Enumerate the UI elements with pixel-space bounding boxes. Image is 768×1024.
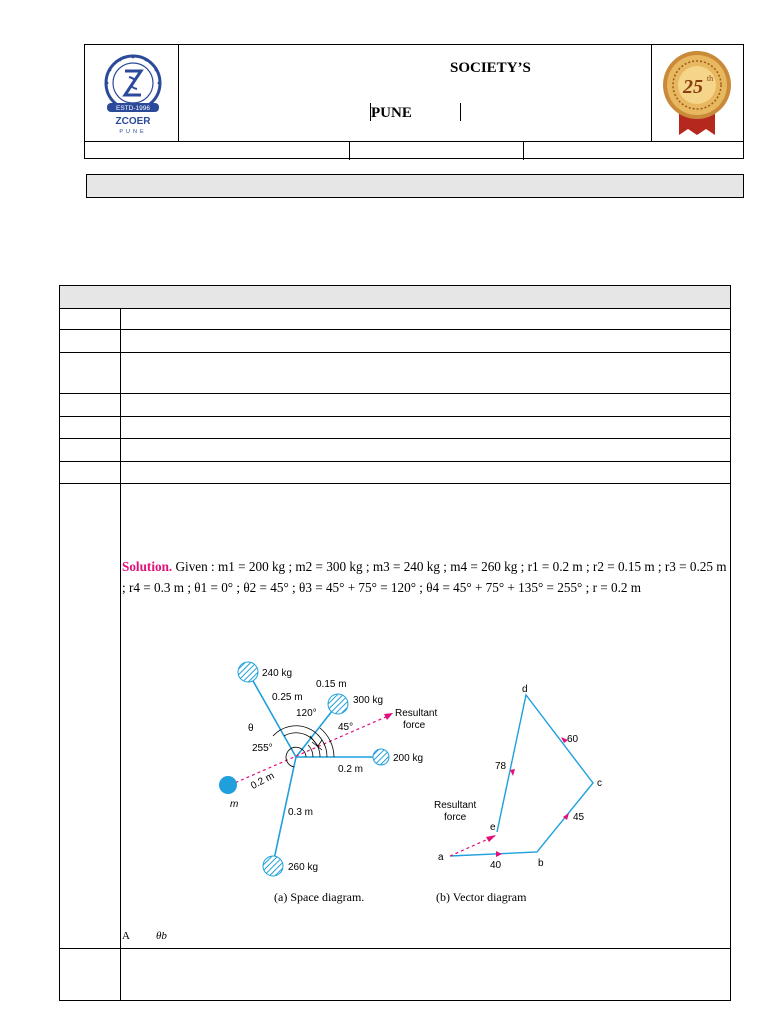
logo-name-text: ZCOER (115, 116, 151, 127)
vector-diagram-caption: (b) Vector diagram (436, 890, 527, 904)
vector-de-value: 78 (495, 761, 507, 772)
vector-point-c: c (597, 778, 602, 789)
vector-diagram (434, 684, 602, 871)
footer-a: A (122, 930, 130, 942)
vector-ab-value: 40 (490, 860, 502, 871)
label-0-2m-r1: 0.2 m (338, 764, 364, 775)
label-0-2m-r: 0.2 m (249, 770, 277, 792)
vector-point-d: d (522, 684, 528, 695)
label-resultant: Resultant (395, 708, 438, 719)
solution-text (122, 556, 730, 598)
label-120deg: 120° (296, 708, 317, 719)
city-title (370, 103, 461, 122)
space-diagram-caption: (a) Space diagram. (274, 890, 365, 904)
label-theta: θ (248, 723, 254, 734)
header-box (84, 44, 744, 159)
vector-bc-value: 45 (573, 812, 585, 823)
logo-est-text: ESTD-1996 (116, 105, 150, 112)
badge-suffix: th (706, 74, 714, 83)
city-text: PUNE (371, 105, 412, 121)
label-force: force (403, 720, 426, 731)
label-0-15m: 0.15 m (316, 679, 347, 690)
vector-point-e: e (490, 822, 496, 833)
badge-number: 25 (683, 76, 703, 98)
space-diagram (219, 662, 437, 876)
content-table (59, 285, 731, 1001)
label-260kg: 260 kg (288, 862, 319, 873)
balancing-diagrams (200, 656, 620, 916)
vector-cd-value: 60 (567, 734, 579, 745)
vector-point-b: b (538, 858, 544, 869)
label-0-25m: 0.25 m (272, 692, 303, 703)
label-240kg: 240 kg (262, 668, 293, 679)
solution-label: Solution. (122, 559, 173, 574)
label-300kg: 300 kg (353, 695, 384, 706)
title-bar (86, 174, 744, 198)
label-255deg: 255° (252, 743, 273, 754)
vector-resultant: Resultant (434, 800, 477, 811)
label-0-3m: 0.3 m (288, 807, 314, 818)
label-45deg: 45° (338, 722, 354, 733)
vector-point-a: a (438, 852, 444, 863)
label-200kg: 200 kg (393, 753, 424, 764)
label-m: m (230, 799, 239, 810)
footer-theta: θb (156, 930, 167, 942)
zcoer-logo (95, 51, 171, 137)
vector-force: force (444, 812, 467, 823)
anniversary-badge (657, 47, 737, 139)
solution-given: Given : m1 = 200 kg ; m2 = 300 kg ; m3 = 240 kg ; m4 = 260 kg ; r1 = 0.2 m ; r2 = 0.15 m ; r3 = 0.25 m ; r4 = 0.3 m ; θ1 = 0° ; θ2 = 45° ; θ3 = 45° + 75° = 120° ; θ4 = 45° + 75° + 135° = 255° ; r = 0.2 m (122, 559, 727, 595)
logo-city-text: PUNE (119, 129, 147, 135)
society-title: SOCIETY’S (450, 60, 531, 76)
